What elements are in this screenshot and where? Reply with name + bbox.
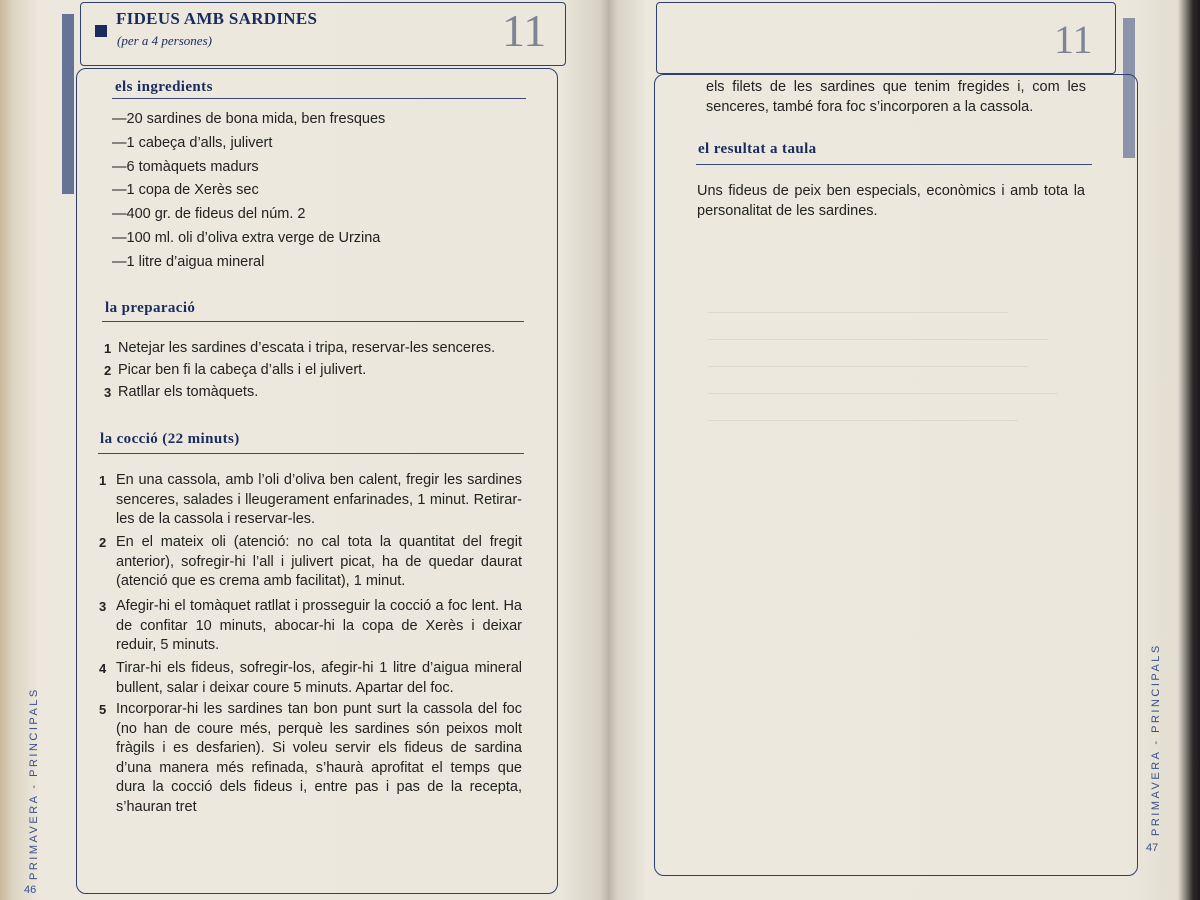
divider <box>112 98 526 99</box>
right-page <box>608 0 1200 900</box>
cook-step-number: 5 <box>99 702 107 717</box>
section-side-label: PRIMAVERA - PRINCIPALS <box>28 687 40 880</box>
cook-step-text: Afegir-hi el tomàquet ratllat i prosseguir la cocció a foc lent. Ha de confitar 10 minuts, abocar-hi la copa de Xerès i deixar reduir, 5 minuts. <box>116 598 522 653</box>
prep-step-text: Ratllar els tomàquets. <box>118 384 259 400</box>
prep-step-number: 1 <box>104 341 112 356</box>
preparation-heading: la preparació <box>105 300 196 316</box>
recipe-number: 11 <box>502 5 547 56</box>
prep-step-number: 2 <box>104 363 112 378</box>
prep-step-text: Picar ben fi la cabeça d’alls i el julivert. <box>118 362 367 378</box>
prep-step-number: 3 <box>104 385 112 400</box>
cook-step-text: Incorporar-hi les sardines tan bon punt surt la cassola del foc (no han de coure més, perquè les sardines són peixos molt fràgils i es desfarien). Si voleu servir els fideus de sardina d’una manera més refinada, s’haurà aprofitat el temps que dura la cocció dels fideus i, entre pas i pas de la recepta, s’hauran tret <box>116 701 522 815</box>
recipe-number: 11 <box>1054 17 1093 62</box>
square-bullet-icon <box>95 25 107 37</box>
page-number: 47 <box>1146 842 1159 854</box>
ingredient-item: —100 ml. oli d’oliva extra verge de Urzina <box>112 230 381 246</box>
divider <box>102 321 524 322</box>
ingredient-item: —6 tomàquets madurs <box>112 158 259 175</box>
ingredient-item: —400 gr. de fideus del núm. 2 <box>112 206 306 223</box>
continued-text: els filets de les sardines que tenim fregides i, com les senceres, també fora foc s’incorporen a la cassola. <box>706 79 1086 115</box>
ingredient-item: —20 sardines de bona mida, ben fresques <box>112 111 386 127</box>
recipe-subtitle: (per a 4 persones) <box>117 33 212 48</box>
decorative-strip <box>62 14 74 194</box>
ingredients-heading: els ingredients <box>115 79 213 95</box>
title-frame <box>656 2 1116 74</box>
recipe-title: FIDEUS AMB SARDINES <box>116 9 318 28</box>
cook-step-text: En una cassola, amb l’oli d’oliva ben calent, fregir les sardines senceres, salades i lleugerament enfarinades, 1 minut. Retirar-les de la cassola i reservar-les. <box>116 472 522 527</box>
cook-step-number: 4 <box>99 661 107 676</box>
cook-step-number: 3 <box>99 599 107 614</box>
prep-step-text: Netejar les sardines d’escata i tripa, reservar-les senceres. <box>118 340 496 356</box>
bleed-through-texture <box>708 300 1068 435</box>
cooking-heading: la cocció (22 minuts) <box>100 431 240 447</box>
ingredient-item: —1 copa de Xerès sec <box>112 182 259 199</box>
divider <box>98 453 524 454</box>
cook-step-number: 2 <box>99 535 107 550</box>
result-text: Uns fideus de peix ben especials, econòmics i amb tota la personalitat de les sardines. <box>697 183 1085 219</box>
cook-step-text: Tirar-hi els fideus, sofregir-los, afegir-hi 1 litre d’aigua mineral bullent, salar i deixar coure 5 minuts. Apartar del foc. <box>116 660 522 696</box>
cook-step-number: 1 <box>99 473 107 488</box>
section-side-label: PRIMAVERA - PRINCIPALS <box>1150 643 1162 836</box>
cook-step-text: En el mateix oli (atenció: no cal tota la quantitat del fregit anterior), sofregir-hi l’all i julivert picat, ha de quedar daurat (atenció que es crema amb facilitat), 1 minut. <box>116 534 522 589</box>
ingredient-item: —1 litre d’aigua mineral <box>112 253 265 270</box>
page-number: 46 <box>24 884 37 896</box>
ingredient-item: —1 cabeça d’alls, julivert <box>112 134 273 151</box>
divider <box>696 164 1092 165</box>
result-heading: el resultat a taula <box>698 141 817 157</box>
